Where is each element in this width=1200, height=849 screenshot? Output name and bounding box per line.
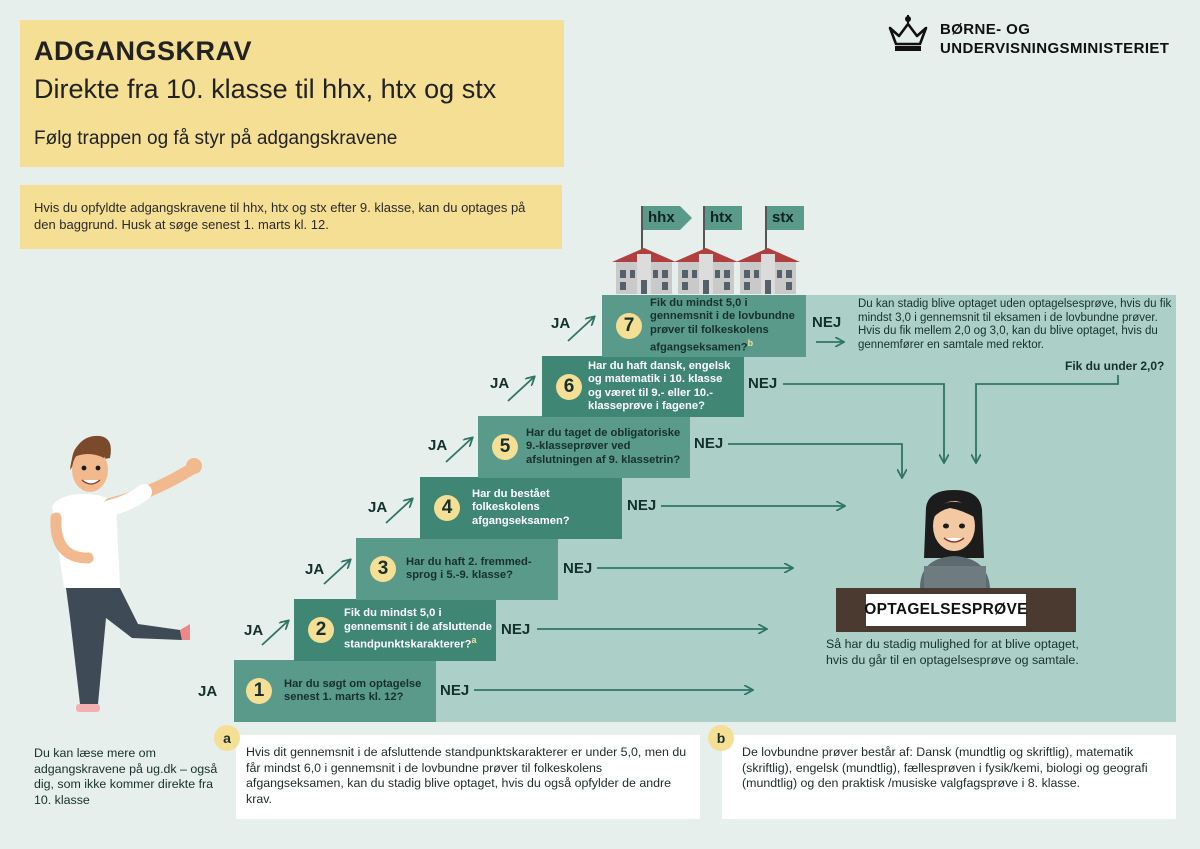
left-note: Du kan læse mere om adgangskravene på ug.dk – også dig, som ikke kommer direkte fra 10. klasse: [34, 746, 218, 807]
flag-stx: stx: [766, 206, 804, 230]
footnote-b-marker: b: [708, 725, 734, 751]
ja-arrow-6: [568, 317, 594, 341]
student-illustration: [40, 428, 218, 728]
nej-label-6: NEJ: [748, 375, 778, 392]
ja-arrow-5: [508, 377, 534, 401]
exam-caption-line2: hvis du går til en optagelsesprøve og samtale.: [826, 653, 1079, 667]
flag-htx: htx: [704, 206, 742, 230]
step7-note: Du kan stadig blive optaget uden optagelsesprøve, hvis du fik mindst 3,0 i gennemsnit til eksamen i de lovbundne prøver. Hvis du fik mellem 2,0 og 3,0, kan du blive optaget, hvis du gennemfører en samtale med rektor.: [858, 298, 1172, 351]
step-number: 4: [434, 495, 460, 521]
ja-arrow-4: [446, 438, 472, 462]
flag-hhx: hhx: [642, 206, 680, 230]
nej-arrow-6: [783, 384, 944, 462]
ja-label-4: JA: [368, 499, 388, 516]
step-question: Har du taget de obligatoriske 9.-klasseprøver ved afslutningen af 9. klassetrin?: [526, 426, 681, 466]
footnote-a-text: Hvis dit gennemsnit i de afsluttende standpunktskarakterer er under 5,0, men du får mindst 6,0 i gennemsnit i de lovbundne prøver til folkeskolens afgangseksamen, kan du stadig blive optaget, hvis du også opfylder de andre krav.: [246, 745, 687, 806]
page-subtitle: Direkte fra 10. klasse til hhx, htx og stx: [34, 74, 497, 104]
page-title: ADGANGSKRAV: [34, 36, 253, 66]
intro-box: Hvis du opfyldte adgangskravene til hhx, htx og stx efter 9. klasse, kan du optages på den baggrund. Husk at søge senest 1. marts kl. 12.: [20, 185, 562, 249]
footnote-ref-a: a: [471, 635, 477, 646]
nej-label-4: NEJ: [627, 497, 657, 514]
ja-arrow-2: [324, 560, 350, 584]
under-note: Fik du under 2,0?: [1065, 359, 1165, 373]
step-question: Har du haft dansk, engelsk og matematik i 10. klasse og været til 9.- eller 10.- klasseprøve i fagene?: [588, 359, 731, 412]
ja-arrow-1: [262, 621, 288, 645]
footnote-ref-b: b: [747, 338, 754, 349]
under-arrow: [976, 375, 1118, 462]
step-number: 7: [616, 313, 642, 339]
ja-label-3: JA: [305, 561, 325, 578]
school-building-icon: [736, 206, 800, 294]
step-question: Har du søgt om optagelse senest 1. marts kl. 12?: [284, 677, 422, 703]
exam-sign: OPTAGELSESPRØVE: [866, 594, 1026, 626]
ja-label-2: JA: [244, 622, 264, 639]
exam-caption: [826, 636, 1116, 668]
school-buildings: [600, 200, 820, 296]
step-number: 5: [492, 434, 518, 460]
nej-label-7: NEJ: [812, 314, 842, 331]
ministry-line1: BØRNE- OG: [940, 21, 1031, 38]
nej-label-3: NEJ: [563, 560, 593, 577]
step-number: 1: [246, 678, 272, 704]
nej-label-2: NEJ: [501, 621, 531, 638]
step-number: 2: [308, 617, 334, 643]
nej-label-1: NEJ: [440, 682, 470, 699]
ministry-line2: UNDERVISNINGSMINISTERIET: [940, 40, 1170, 57]
ja-label-5: JA: [428, 437, 448, 454]
step-question: Har du bestået folkeskolens afgangseksamen?: [472, 487, 570, 527]
examiner-illustration: [900, 488, 1010, 588]
exam-caption-line1: Så har du stadig mulighed for at blive optaget,: [826, 637, 1079, 651]
footnote-b-text: De lovbundne prøver består af: Dansk (mundtlig og skriftlig), matematik (skriftlig), engelsk (mundtlig), fællesprøven i fysik/kemi, biologi og geografi (mundtlig) og den praktisk /musiske valgfagsprøve i 8. klasse.: [742, 745, 1148, 790]
footnote-a-marker: a: [214, 725, 240, 751]
ja-label-6: JA: [490, 375, 510, 392]
nej-arrow-5: [728, 444, 902, 477]
ja-label-7: JA: [551, 315, 571, 332]
step-question-text: Fik du mindst 5,0 i gennemsnit i de lovbundne prøver til folkeskolens afgangseksamen?: [650, 296, 795, 354]
page-tagline: Følg trappen og få styr på adgangskravene: [34, 128, 398, 149]
ja-arrow-3: [386, 499, 412, 523]
ja-label-1: JA: [198, 683, 218, 700]
nej-label-5: NEJ: [694, 435, 724, 452]
footnote-a: [236, 735, 700, 819]
step-number: 3: [370, 556, 396, 582]
step-question: Har du haft 2. fremmed- sprog i 5.-9. klasse?: [406, 555, 532, 581]
footnote-b: [722, 735, 1176, 819]
step-number: 6: [556, 374, 582, 400]
step-question-text: Fik du mindst 5,0 i gennemsnit i de afsluttende standpunktskarakterer?: [344, 607, 492, 652]
